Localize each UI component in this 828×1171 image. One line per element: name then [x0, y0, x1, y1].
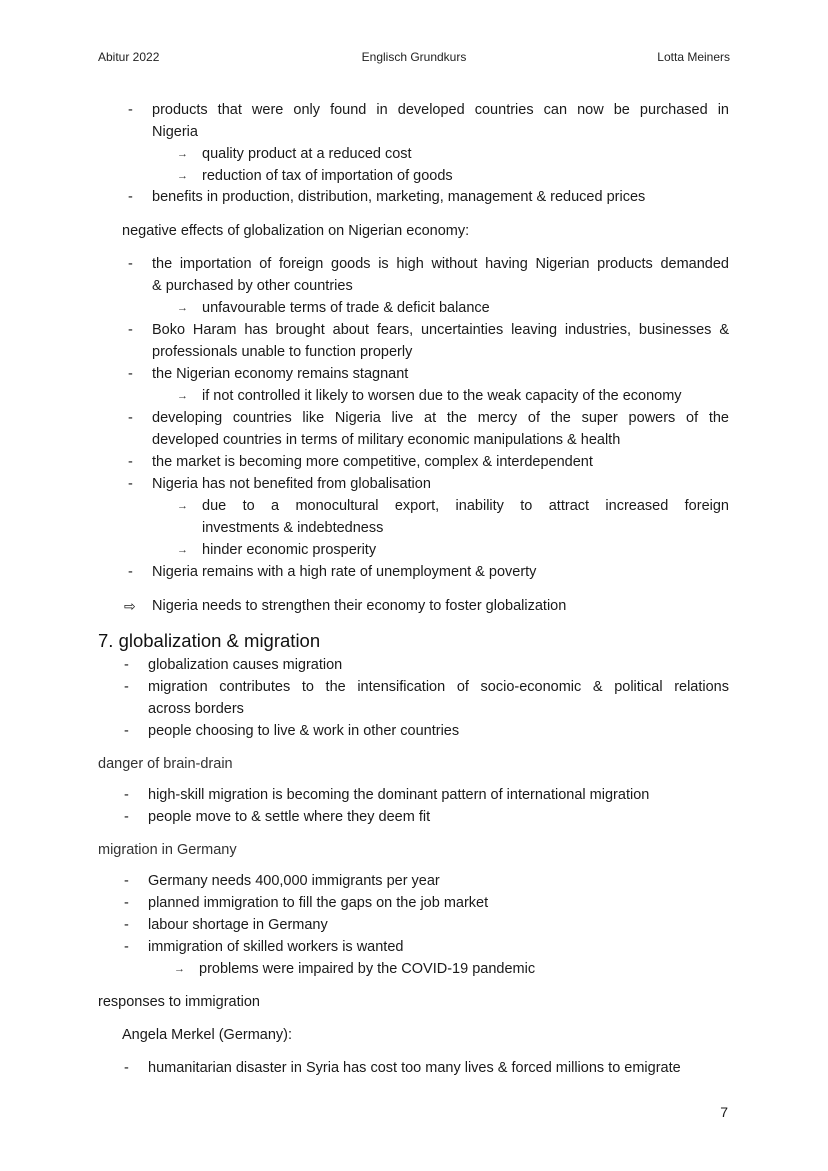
subheading: migration in Germany: [98, 842, 237, 858]
bullet-dash: -: [128, 189, 133, 205]
subheading-person: Angela Merkel (Germany):: [122, 1027, 293, 1043]
bullet-dash: -: [124, 809, 129, 825]
bullet-dash: -: [128, 366, 133, 382]
section-heading: negative effects of globalization on Nigerian economy:: [122, 223, 470, 239]
list-item: planned immigration to fill the gaps on the job market: [148, 895, 489, 911]
bullet-dash: -: [124, 1060, 129, 1076]
header-left: Abitur 2022: [98, 50, 160, 64]
bullet-dash: -: [124, 917, 129, 933]
list-item: Nigeria has not benefited from globalisation: [152, 476, 431, 492]
list-item: globalization causes migration: [148, 657, 343, 673]
list-item-cont: across borders: [148, 701, 244, 717]
header-center: Englisch Grundkurs: [361, 50, 467, 64]
list-item: people move to & settle where they deem fit: [148, 809, 431, 825]
list-item: high-skill migration is becoming the dominant pattern of international migration: [148, 787, 650, 803]
subheading: responses to immigration: [98, 994, 260, 1010]
bullet-dash: -: [124, 873, 129, 889]
page-number: 7: [720, 1104, 728, 1120]
arrow-icon: →: [177, 148, 188, 160]
conclusion: Nigeria needs to strengthen their economy to foster globalization: [152, 598, 567, 614]
sub-item: quality product at a reduced cost: [202, 146, 412, 162]
section-title: 7. globalization & migration: [98, 630, 321, 651]
bullet-dash: -: [128, 410, 133, 426]
bullet-dash: -: [128, 256, 133, 272]
sub-item: problems were impaired by the COVID-19 pandemic: [199, 961, 536, 977]
bullet-dash: -: [128, 454, 133, 470]
bullet-dash: -: [124, 895, 129, 911]
sub-item: reduction of tax of importation of goods: [202, 168, 453, 184]
sub-item: if not controlled it likely to worsen due to the weak capacity of the economy: [202, 388, 682, 404]
bullet-dash: -: [124, 657, 129, 673]
list-item-cont: developed countries in terms of military economic manipulations & health: [152, 432, 621, 448]
list-item: Boko Haram has brought about fears, uncertainties leaving industries, businesses &: [152, 322, 729, 338]
arrow-icon: →: [177, 170, 188, 182]
sub-item: due to a monocultural export, inability to attract increased foreign: [202, 498, 729, 514]
arrow-icon: →: [177, 302, 188, 314]
bullet-dash: -: [124, 679, 129, 695]
list-item: benefits in production, distribution, marketing, management & reduced prices: [152, 189, 646, 205]
list-item: developing countries like Nigeria live at the mercy of the super powers of the: [152, 410, 729, 426]
list-item: labour shortage in Germany: [148, 917, 328, 933]
implies-arrow-icon: ⇨: [124, 598, 136, 614]
bullet-dash: -: [124, 787, 129, 803]
arrow-icon: →: [177, 500, 188, 512]
sub-item: unfavourable terms of trade & deficit balance: [202, 300, 490, 316]
arrow-icon: →: [174, 963, 185, 975]
bullet-dash: -: [128, 102, 133, 118]
list-item: people choosing to live & work in other countries: [148, 723, 460, 739]
bullet-dash: -: [124, 939, 129, 955]
list-item: Nigeria remains with a high rate of unemployment & poverty: [152, 564, 537, 580]
sub-item: hinder economic prosperity: [202, 542, 377, 558]
arrow-icon: →: [177, 390, 188, 402]
list-item: immigration of skilled workers is wanted: [148, 939, 404, 955]
list-item: migration contributes to the intensification of socio-economic & political relations: [148, 679, 729, 695]
list-item-cont: professionals unable to function properly: [152, 344, 413, 360]
list-item: the market is becoming more competitive, complex & interdependent: [152, 454, 593, 470]
list-item-cont: & purchased by other countries: [152, 278, 353, 294]
list-item: humanitarian disaster in Syria has cost too many lives & forced millions to emigrate: [148, 1060, 681, 1076]
bullet-dash: -: [128, 322, 133, 338]
bullet-dash: -: [124, 723, 129, 739]
list-item: Germany needs 400,000 immigrants per year: [148, 873, 440, 889]
header-right: Lotta Meiners: [657, 50, 730, 64]
bullet-dash: -: [128, 476, 133, 492]
page-header: [98, 50, 730, 66]
arrow-icon: →: [177, 544, 188, 556]
list-item-cont: Nigeria: [152, 124, 198, 140]
sub-item-cont: investments & indebtedness: [202, 520, 384, 536]
bullet-dash: -: [128, 564, 133, 580]
list-item: the Nigerian economy remains stagnant: [152, 366, 409, 382]
subheading: danger of brain-drain: [98, 756, 233, 772]
list-item: products that were only found in developed countries can now be purchased in: [152, 102, 729, 118]
list-item: the importation of foreign goods is high without having Nigerian products demanded: [152, 256, 729, 272]
